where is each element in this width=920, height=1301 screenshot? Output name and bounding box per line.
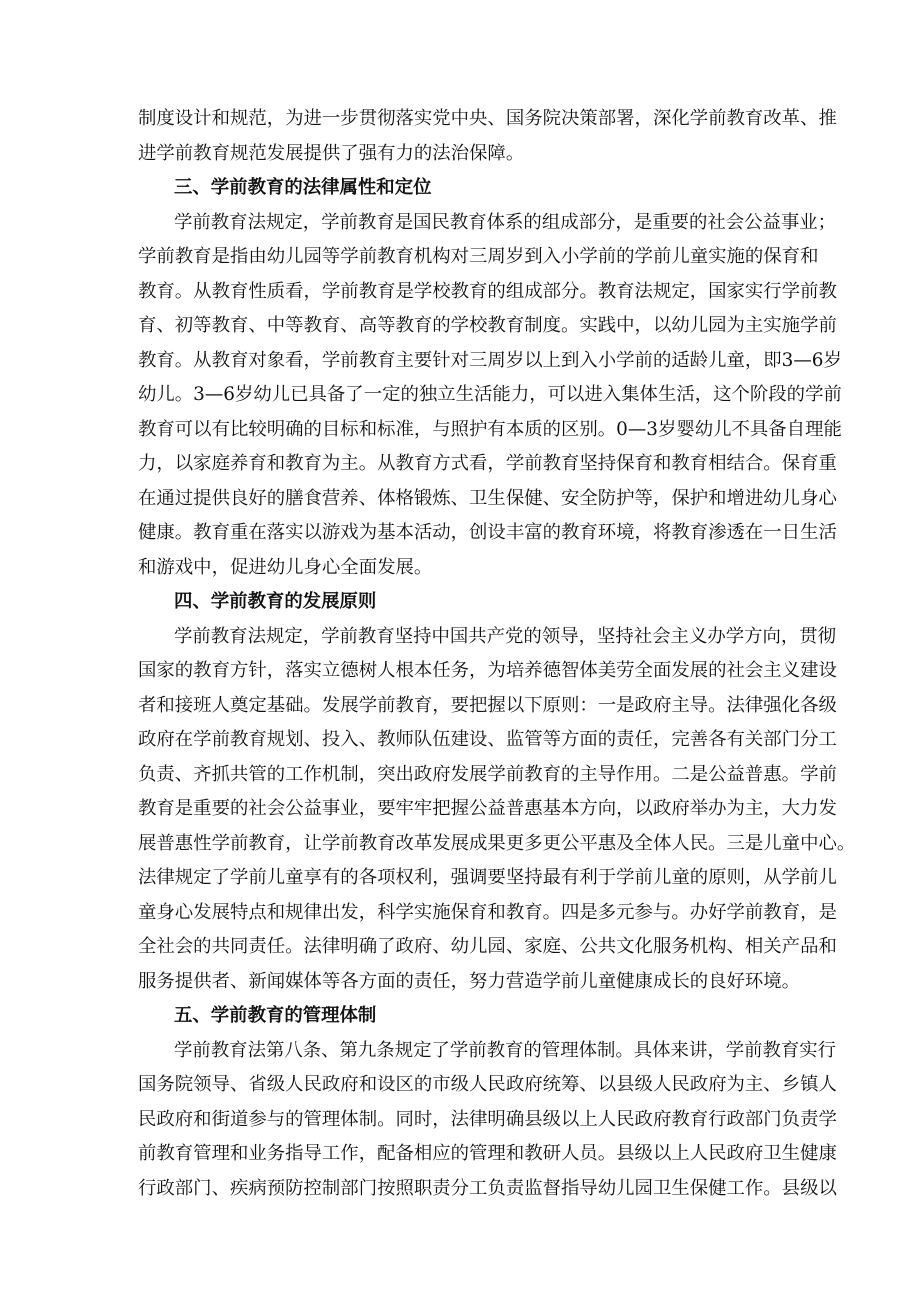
paragraph-line: 进学前教育规范发展提供了强有力的法治保障。 — [138, 142, 525, 164]
paragraph-line: 教育。从教育对象看，学前教育主要针对三周岁以上到入小学前的适龄儿童，即3—6岁 — [138, 349, 842, 371]
paragraph-line: 力，以家庭养育和教育为主。从教育方式看，学前教育坚持保育和教育相结合。保育重 — [138, 453, 837, 474]
paragraph-line: 和游戏中，促进幼儿身心全面发展。 — [138, 556, 433, 578]
paragraph-line: 学前教育法第八条、第九条规定了学前教育的管理体制。具体来讲，学前教育实行 — [174, 1039, 837, 1061]
paragraph-line: 健康。教育重在落实以游戏为基本活动，创设丰富的教育环境，将教育渗透在一日生活 — [138, 522, 837, 543]
paragraph-line: 学前教育是指由幼儿园等学前教育机构对三周岁到入小学前的学前儿童实施的保育和 — [138, 246, 819, 267]
paragraph-line: 在通过提供良好的膳食营养、体格锻炼、卫生保健、安全防护等，保护和增进幼儿身心 — [138, 487, 837, 509]
paragraph-line: 者和接班人奠定基础。发展学前教育，要把握以下原则：一是政府主导。法律强化各级 — [138, 694, 837, 716]
document-body — [138, 102, 856, 1206]
paragraph-line: 法律规定了学前儿童享有的各项权利，强调要坚持最有利于学前儿童的原则，从学前儿 — [138, 867, 837, 888]
paragraph — [138, 1034, 837, 1207]
paragraph-line: 学前教育法规定，学前教育坚持中国共产党的领导，坚持社会主义办学方向，贯彻 — [174, 625, 837, 647]
paragraph-line: 政府在学前教育规划、投入、教师队伍建设、监管等方面的责任，完善各有关部门分工 — [138, 729, 837, 750]
paragraph — [138, 206, 842, 586]
section-heading: 五、学前教育的管理体制 — [174, 1005, 377, 1026]
section-heading: 三、学前教育的法律属性和定位 — [174, 177, 432, 198]
paragraph-line: 民政府和街道参与的管理体制。同时，法律明确县级以上人民政府教育行政部门负责学 — [138, 1108, 837, 1130]
paragraph-line: 育、初等教育、中等教育、高等教育的学校教育制度。实践中，以幼儿园为主实施学前 — [138, 315, 837, 336]
paragraph-line: 国家的教育方针，落实立德树人根本任务，为培养德智体美劳全面发展的社会主义建设 — [138, 660, 837, 681]
paragraph-line: 制度设计和规范，为进一步贯彻落实党中央、国务院决策部署，深化学前教育改革、推 — [138, 108, 837, 129]
paragraph-line: 前教育管理和业务指导工作，配备相应的管理和教研人员。县级以上人民政府卫生健康 — [138, 1143, 837, 1164]
paragraph — [138, 102, 837, 171]
paragraph — [138, 620, 856, 1000]
paragraph-line: 全社会的共同责任。法律明确了政府、幼儿园、家庭、公共文化服务机构、相关产品和 — [138, 936, 837, 957]
paragraph-line: 教育是重要的社会公益事业，要牢牢把握公益普惠基本方向，以政府举办为主，大力发 — [138, 798, 837, 819]
paragraph-line: 童身心发展特点和规律出发，科学实施保育和教育。四是多元参与。办好学前教育，是 — [138, 901, 837, 923]
paragraph-line: 学前教育法规定，学前教育是国民教育体系的组成部分，是重要的社会公益事业； — [174, 211, 837, 233]
paragraph-line: 负责、齐抓共管的工作机制，突出政府发展学前教育的主导作用。二是公益普惠。学前 — [138, 763, 837, 785]
paragraph-line: 服务提供者、新闻媒体等各方面的责任，努力营造学前儿童健康成长的良好环境。 — [138, 970, 801, 992]
paragraph-line: 幼儿。3—6岁幼儿已具备了一定的独立生活能力，可以进入集体生活，这个阶段的学前 — [138, 384, 842, 405]
paragraph-line: 教育可以有比较明确的目标和标准，与照护有本质的区别。0—3岁婴幼儿不具备自理能 — [138, 418, 842, 440]
section-heading: 四、学前教育的发展原则 — [174, 591, 377, 612]
paragraph-line: 行政部门、疾病预防控制部门按照职责分工负责监督指导幼儿园卫生保健工作。县级以 — [138, 1177, 837, 1199]
paragraph-line: 国务院领导、省级人民政府和设区的市级人民政府统筹、以县级人民政府为主、乡镇人 — [138, 1074, 837, 1095]
paragraph-line: 教育。从教育性质看，学前教育是学校教育的组成部分。教育法规定，国家实行学前教 — [138, 280, 837, 302]
paragraph-line: 展普惠性学前教育，让学前教育改革发展成果更多更公平惠及全体人民。三是儿童中心。 — [138, 832, 856, 854]
